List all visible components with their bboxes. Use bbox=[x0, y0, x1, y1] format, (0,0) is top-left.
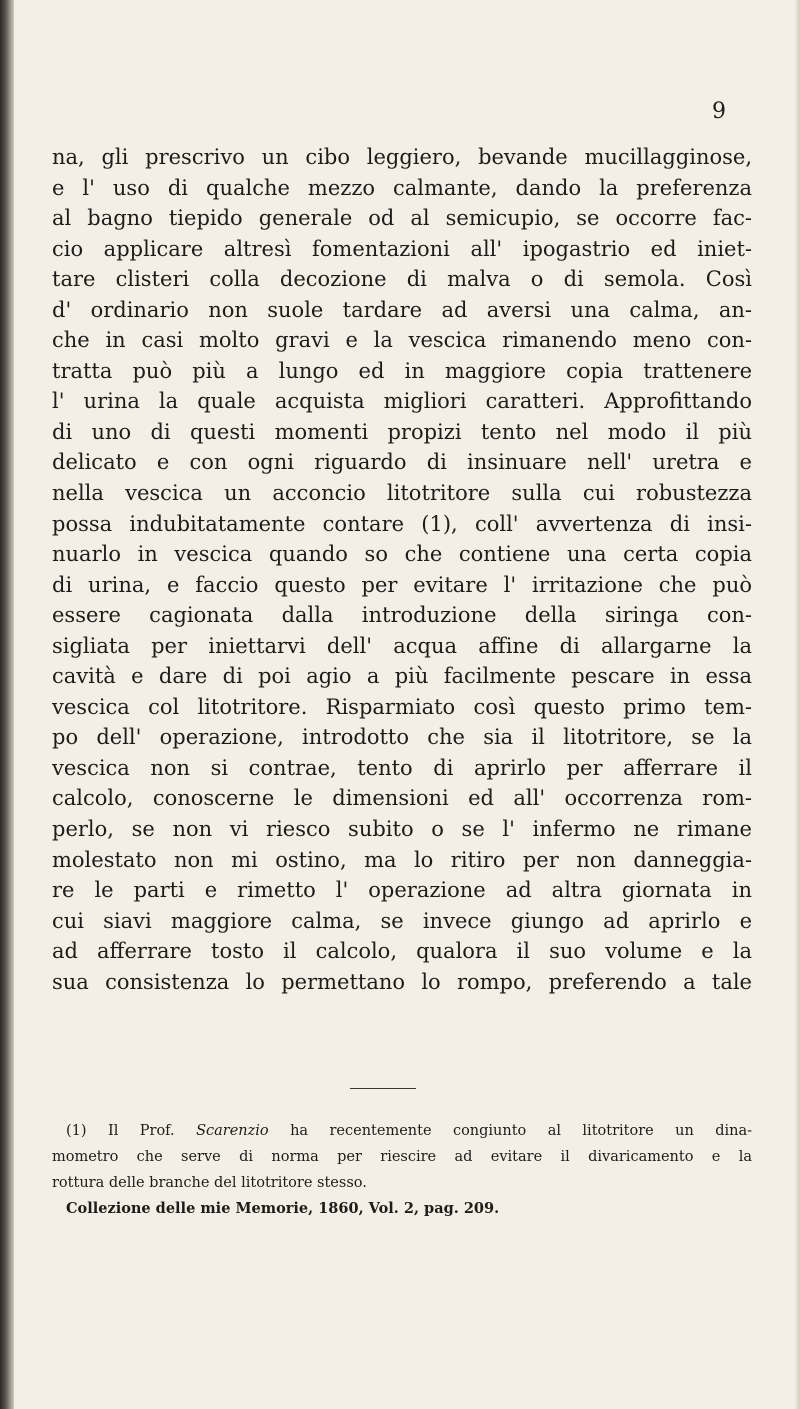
text-line: d' ordinario non suole tardare ad aversi una calma, an- bbox=[52, 297, 752, 322]
text-line: cavità e dare di poi agio a più facilmente pescare in essa bbox=[52, 664, 752, 689]
footnote-line bbox=[52, 1118, 752, 1144]
footnote bbox=[52, 1118, 752, 1222]
text-line: l' urina la quale acquista migliori caratteri. Approfittando bbox=[52, 389, 752, 414]
text-line: nuarlo in vescica quando so che contiene una certa copia bbox=[52, 542, 752, 567]
text-line: na, gli prescrivo un cibo leggiero, bevande mucillagginose, bbox=[52, 145, 752, 169]
footnote-separator bbox=[350, 1088, 416, 1089]
footnote-citation: Collezione delle mie Memorie, 1860, Vol. 2, pag. 209. bbox=[66, 1200, 500, 1217]
page-number: 9 bbox=[712, 99, 726, 124]
footnote-line: mometro che serve di norma per riescire ad evitare il divaricamento e la bbox=[52, 1149, 752, 1165]
text-line: calcolo, conoscerne le dimensioni ed all' occorrenza rom- bbox=[52, 786, 752, 811]
text-line: e l' uso di qualche mezzo calmante, dando la preferenza bbox=[52, 175, 752, 200]
text-line: cui siavi maggiore calma, se invece giungo ad aprirlo e bbox=[52, 908, 752, 933]
text-line: po dell' operazione, introdotto che sia il litotritore, se la bbox=[52, 725, 752, 750]
text-line: nella vescica un acconcio litotritore sulla cui robustezza bbox=[52, 481, 752, 506]
text-line: cio applicare altresì fomentazioni all' ipogastrio ed iniet- bbox=[52, 236, 752, 261]
text-line: delicato e con ogni riguardo di insinuare nell' uretra e bbox=[52, 450, 752, 475]
text-line: sua consistenza lo permettano lo rompo, preferendo a tale bbox=[52, 969, 752, 994]
text-line: molestato non mi ostino, ma lo ritiro per non danneggia- bbox=[52, 847, 752, 872]
footnote-marker: (1) Il Prof. bbox=[66, 1123, 175, 1139]
footnote-author: Scarenzio bbox=[196, 1123, 269, 1139]
text-line: vescica col litotritore. Risparmiato così questo primo tem- bbox=[52, 694, 752, 719]
text-line: vescica non si contrae, tento di aprirlo per afferrare il bbox=[52, 755, 752, 780]
book-binding-edge bbox=[0, 0, 14, 1409]
footnote-text: ha recentemente congiunto al litotritore un dina- bbox=[290, 1123, 753, 1139]
text-line: sigliata per iniettarvi dell' acqua affine di allargarne la bbox=[52, 633, 752, 658]
text-line: tare clisteri colla decozione di malva o di semola. Così bbox=[52, 267, 752, 292]
text-line: al bagno tiepido generale od al semicupio, se occorre fac- bbox=[52, 206, 752, 231]
footnote-line: rottura delle branche del litotritore stesso. bbox=[52, 1175, 367, 1191]
text-line: di uno di questi momenti propizi tento nel modo il più bbox=[52, 419, 752, 444]
text-line: che in casi molto gravi e la vescica rimanendo meno con- bbox=[52, 328, 752, 353]
text-line: tratta può più a lungo ed in maggiore copia trattenere bbox=[52, 358, 752, 383]
text-line: di urina, e faccio questo per evitare l' irritazione che può bbox=[52, 572, 752, 597]
page-right-edge bbox=[794, 0, 800, 1409]
text-line: perlo, se non vi riesco subito o se l' infermo ne rimane bbox=[52, 817, 752, 842]
body-text bbox=[52, 142, 752, 997]
text-line: possa indubitatamente contare (1), coll' avvertenza di insi- bbox=[52, 511, 752, 536]
text-line: essere cagionata dalla introduzione della siringa con- bbox=[52, 603, 752, 628]
text-line: re le parti e rimetto l' operazione ad altra giornata in bbox=[52, 878, 752, 903]
text-line: ad afferrare tosto il calcolo, qualora il suo volume e la bbox=[52, 939, 752, 964]
